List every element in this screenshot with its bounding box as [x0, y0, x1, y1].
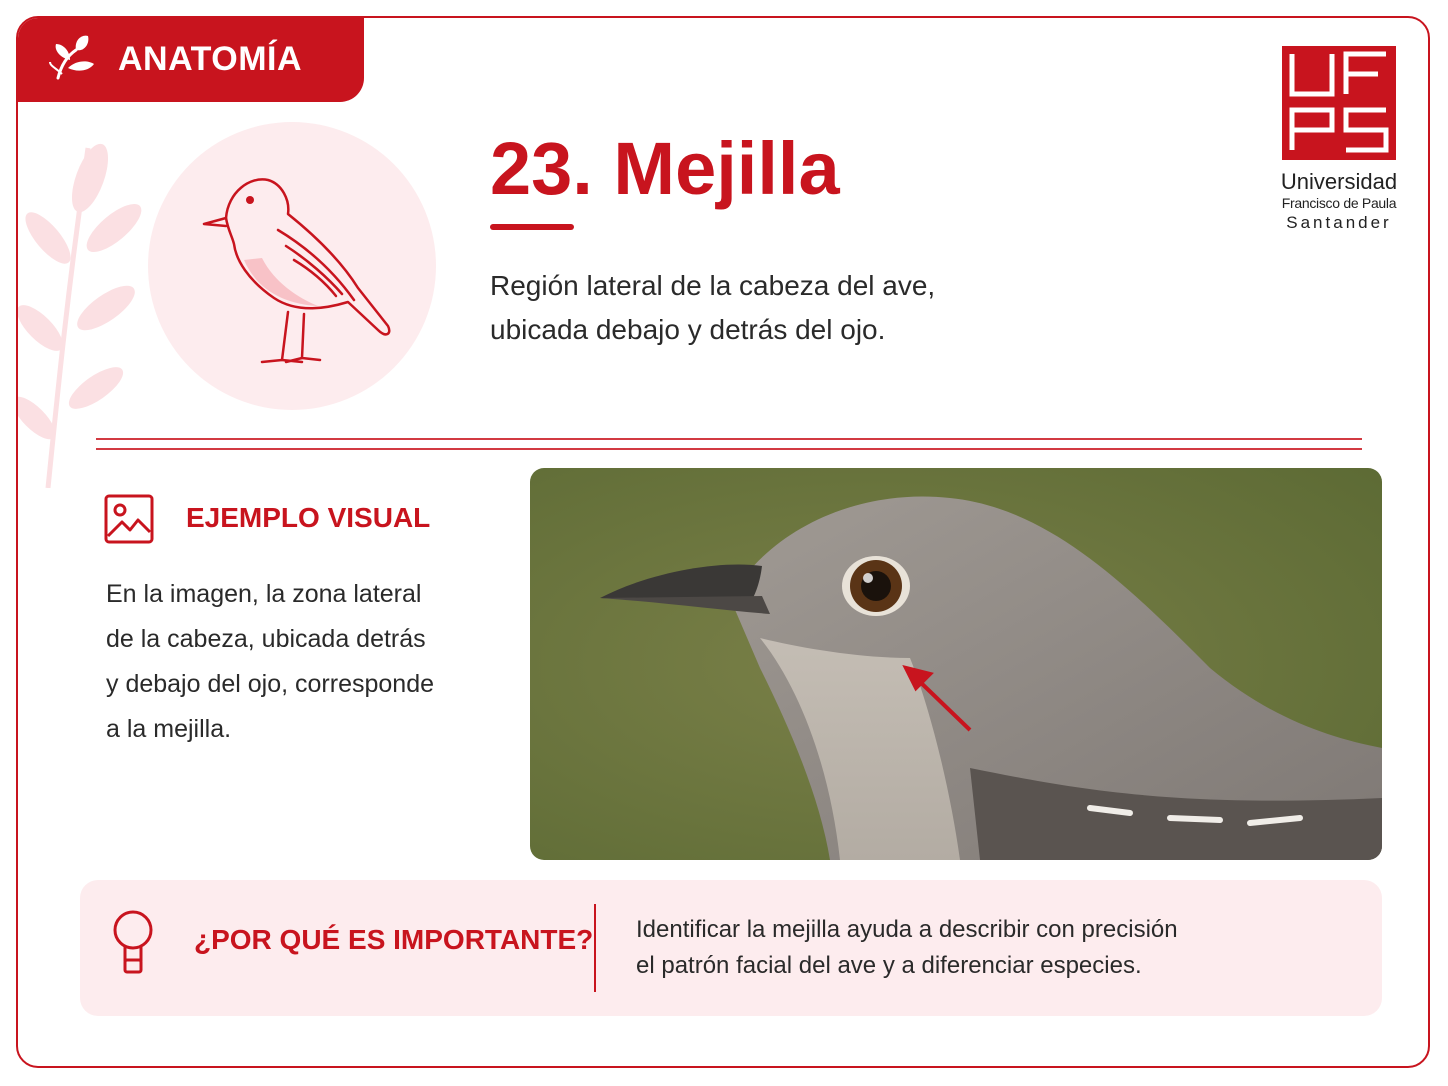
importance-line: Identificar la mejilla ayuda a describir con precisión: [636, 916, 1178, 943]
importance-text: [636, 912, 1336, 984]
importance-box: [80, 880, 1382, 1016]
leaf-icon: [48, 32, 104, 88]
term-title: 23. Mejilla: [490, 127, 840, 210]
ufps-logo: [1282, 46, 1396, 160]
importance-title: ¿POR QUÉ ES IMPORTANTE?: [194, 924, 594, 955]
university-line-2: Francisco de Paula: [1281, 195, 1397, 211]
description-line: Región lateral de la cabeza del ave,: [490, 270, 936, 301]
university-name: [1254, 170, 1424, 234]
category-tab: [18, 18, 364, 102]
importance-separator: [594, 904, 596, 992]
term-description: [490, 264, 1050, 352]
infographic-card: [16, 16, 1430, 1068]
category-label: ANATOMÍA: [118, 40, 303, 78]
bird-photo: [530, 468, 1382, 860]
example-line: de la cabeza, ubicada detrás: [106, 625, 426, 653]
example-line: y debajo del ojo, corresponde: [106, 670, 435, 698]
lightbulb-icon: [110, 910, 156, 976]
university-line-1: Universidad: [1280, 169, 1398, 194]
divider-line: [96, 438, 1362, 440]
example-line: En la imagen, la zona lateral: [106, 580, 422, 608]
description-line: ubicada debajo y detrás del ojo.: [490, 314, 886, 345]
divider-line: [96, 448, 1362, 450]
bird-illustration: [178, 148, 418, 388]
example-title: EJEMPLO VISUAL: [186, 502, 431, 533]
example-line: a la mejilla.: [106, 715, 232, 743]
university-line-3: Santander: [1286, 213, 1392, 232]
title-underline: [490, 224, 574, 230]
example-text: [106, 572, 466, 752]
image-icon: [104, 494, 154, 544]
importance-line: el patrón facial del ave y a diferenciar especies.: [636, 952, 1142, 979]
decorative-sprig: [18, 128, 148, 488]
